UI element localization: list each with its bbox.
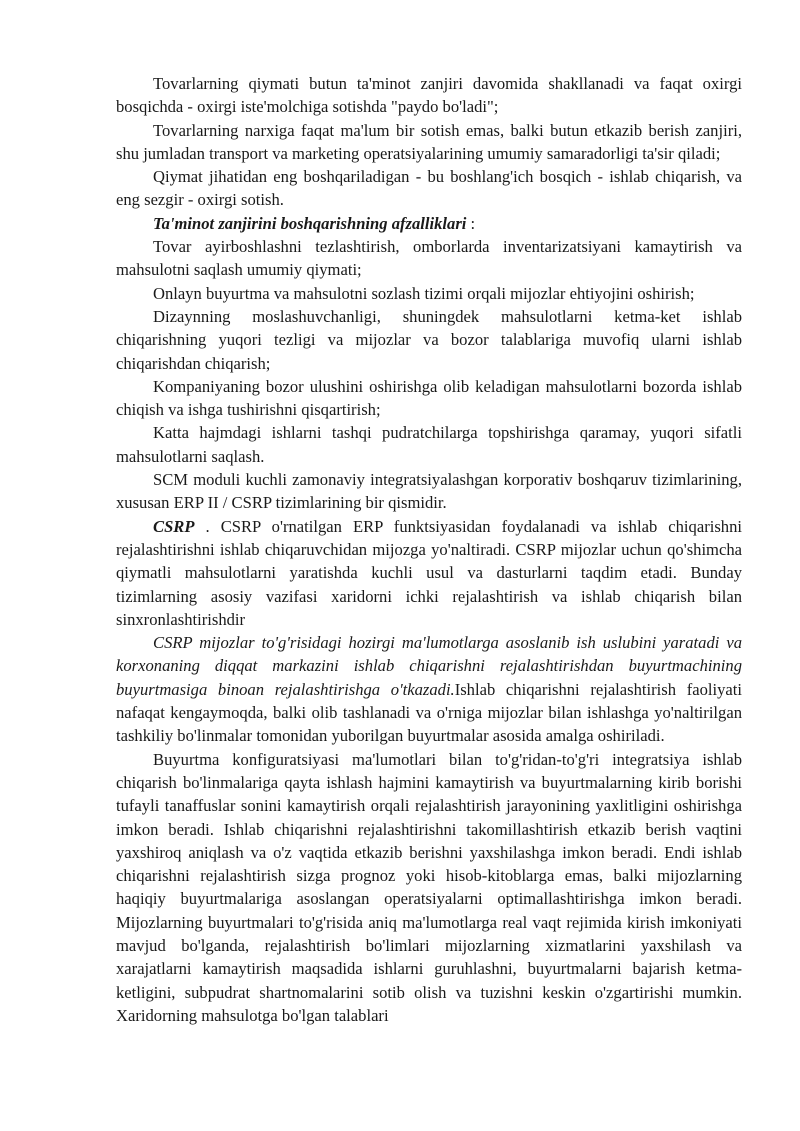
csrp-term: CSRP [153,516,195,536]
paragraph-value-formation: Tovarlarning qiymati butun ta'minot zanjiri davomida shakllanadi va faqat oxirgi bosqichda - oxirgi iste'molchiga sotishda "paydo bo'ladi"; [116,74,742,117]
paragraph-price-factors: Tovarlarning narxiga faqat ma'lum bir sotish emas, balki butun etkazib berish zanjiri, shu jumladan transport va marketing operatsiyalarining umumiy samaradorligi ta'sir qiladi; [116,120,742,163]
advantages-heading-line [116,212,742,235]
paragraph-scm-module: SCM moduli kuchli zamonaviy integratsiyalashgan korporativ boshqaruv tizimlarining, xususan ERP II / CSRP tizimlarining bir qismidir. [116,470,742,513]
csrp-italic-statement: CSRP mijozlar to'g'risidagi hozirgi ma'lumotlarga asoslanib ish uslubini yaratadi va korxonaning diqqat markazini ishlab chiqarishni rejalashtirishdan buyurtmachining buyurtmasiga binoan rejalashtirishga o'tkazadi. [116,633,742,699]
paragraph-csrp [116,515,742,631]
csrp-description: . CSRP o'rnatilgan ERP funktsiyasidan foydalanadi va ishlab chiqarishni rejalashtirishni ishlab chiqaruvchidan mijozga yo'naltiradi. CSRP mijozlar uchun qo'shimcha qiymatli mahsulotlarni yaratishda kuchli usul va dasturlarni taqdim etadi. Bunday tizimlarning asosiy vazifasi xaridorni ichki rejalashtirish va ishlab chiqarish bilan sinxronlashtirishdir [116,516,742,629]
document-page [116,72,742,1027]
csrp-planning-text: Ishlab chiqarishni rejalashtirish faoliyati nafaqat kengaymoqda, balki olib tashlanadi va o'rniga mijozlar bilan ishlashga yo'naltirilgan tashkiliy bo'linmalar tomonidan yuborilgan buyurtmalar asosida amalga oshiriladi. [116,679,742,746]
paragraph-manageable-stage: Qiymat jihatidan eng boshqariladigan - bu boshlang'ich bosqich - ishlab chiqarish, va eng sezgir - oxirgi sotish. [116,167,742,210]
advantages-heading-colon: : [466,213,476,233]
advantage-item: Onlayn buyurtma va mahsulotni sozlash tizimi orqali mijozlar ehtiyojini oshirish; [153,283,695,303]
advantage-item: Dizaynning moslashuvchanligi, shuningdek mahsulotlarni ketma-ket ishlab chiqarishning yuqori tezligi va mijozlar va bozor talablariga muvofiq ularni ishlab chiqarishdan chiqarish; [116,306,742,373]
advantage-item: Tovar ayirboshlashni tezlashtirish, omborlarda inventarizatsiyani kamaytirish va mahsulotni saqlash umumiy qiymati; [116,237,742,280]
paragraph-csrp-italic [116,631,742,747]
advantage-item: Kompaniyaning bozor ulushini oshirishga olib keladigan mahsulotlarni bozorda ishlab chiqish va ishga tushirishni qisqartirish; [116,376,742,420]
advantage-item: Katta hajmdagi ishlarni tashqi pudratchilarga topshirishga qaramay, yuqori sifatli mahsulotlarni saqlash. [116,423,742,466]
advantages-heading: Ta'minot zanjirini boshqarishning afzalliklari [153,213,467,233]
paragraph-order-configuration: Buyurtma konfiguratsiyasi ma'lumotlari bilan to'g'ridan-to'g'ri integratsiya ishlab chiqarish bo'linmalariga qayta ishlash hajmini kamaytirish va buyurtmalarning kirib borishi tufayli tanaffuslar sonini kamaytirish orqali rejalashtirish jarayonining yaxlitligini oshirishga imkon beradi. Ishlab chiqarishni rejalashtirishni takomillashtirish etkazib berish vaqtini yaxshiroq aniqlash va o'z vaqtida etkazib berishni yaxshilashga imkon beradi. Endi ishlab chiqarishni rejalashtirish sizga prognoz yoki hisob-kitoblarga emas, balki mijozlarning haqiqiy buyurtmalariga asoslangan operatsiyalarni optimallashtirishga imkon beradi. Mijozlarning buyurtmalari to'g'risida aniq ma'lumotlarga real vaqt rejimida kirish imkoniyati mavjud bo'lganda, rejalashtirish bo'limlari mijozlarning xizmatlarini yaxshilash va xarajatlarni kamaytirish maqsadida ishlarni guruhlashni, buyurtmalarni bajarish ketma-ketligini, subpudrat shartnomalarini sotib olish va tuzishni keskin o'zgartirishi mumkin. Xaridorning mahsulotga bo'lgan talablari [116,749,742,1025]
